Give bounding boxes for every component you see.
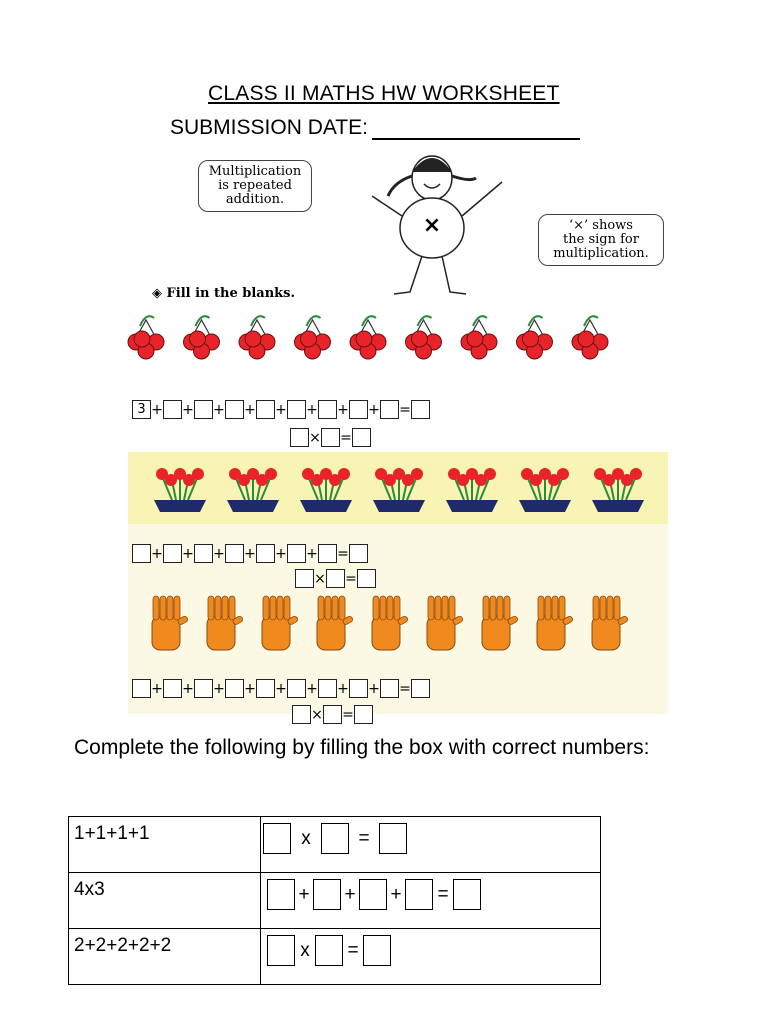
cherry-bunch-icon (572, 316, 608, 359)
cherry-bunch-icon (295, 316, 331, 359)
answer-box[interactable] (380, 679, 399, 698)
operator: + (306, 401, 318, 418)
cherry-row (128, 316, 608, 359)
answer-box[interactable] (405, 879, 433, 910)
answer-box[interactable] (163, 679, 182, 698)
operator: + (390, 883, 402, 905)
answer-box[interactable] (354, 705, 373, 724)
answer-box[interactable] (256, 544, 275, 563)
operator: + (182, 545, 194, 562)
bubble-right-line-3: multiplication. (553, 246, 649, 261)
bubble-left-line-3: addition. (225, 192, 285, 207)
answer-box[interactable] (326, 569, 345, 588)
cherry-bunch-icon (406, 316, 442, 359)
answer-box[interactable] (380, 400, 399, 419)
answer-box[interactable] (318, 400, 337, 419)
operator: = (358, 827, 370, 849)
submission-label: SUBMISSION DATE: (170, 116, 368, 139)
answer-box[interactable] (263, 823, 291, 854)
answer-box[interactable] (313, 879, 341, 910)
operator: + (182, 680, 194, 697)
operator: + (337, 680, 349, 697)
answer-box[interactable] (194, 400, 213, 419)
answer-box[interactable] (321, 428, 340, 447)
answer-box[interactable] (411, 679, 430, 698)
answer-box[interactable] (225, 679, 244, 698)
answer-box[interactable] (194, 544, 213, 563)
submission-blank-line (372, 118, 580, 140)
answer-box[interactable] (132, 544, 151, 563)
operator: = (399, 401, 411, 418)
answer-box[interactable] (323, 705, 342, 724)
operator: x (300, 939, 310, 961)
answer-box[interactable] (321, 823, 349, 854)
table-row (69, 873, 601, 929)
expression-cell: 4x3 (69, 873, 261, 929)
hand-addition-row (132, 679, 430, 698)
operator: + (244, 401, 256, 418)
table-row (69, 929, 601, 985)
table-row (69, 817, 601, 873)
operator: = (347, 939, 359, 961)
girl-illustration (372, 156, 502, 294)
answer-cell (261, 873, 601, 929)
operator: + (244, 680, 256, 697)
operator: = (337, 545, 349, 562)
answer-box[interactable] (352, 428, 371, 447)
worksheet-title: CLASS II MATHS HW WORKSHEET (208, 82, 560, 105)
operator: + (275, 680, 287, 697)
operator: × (314, 570, 326, 587)
answer-box[interactable] (363, 935, 391, 966)
operator: + (368, 401, 380, 418)
exercise-table (68, 816, 601, 985)
answer-box[interactable]: 3 (132, 400, 151, 419)
answer-box[interactable] (349, 679, 368, 698)
answer-box[interactable] (349, 400, 368, 419)
answer-box[interactable] (292, 705, 311, 724)
cherry-multiplication-row (290, 428, 371, 447)
answer-cell (261, 817, 601, 873)
operator: + (151, 545, 163, 562)
instruction-text: Complete the following by filling the box with correct numbers: (74, 736, 650, 759)
answer-box[interactable] (132, 679, 151, 698)
answer-box[interactable] (287, 544, 306, 563)
operator: + (182, 401, 194, 418)
operator: = (340, 429, 352, 446)
cherry-bunch-icon (184, 316, 220, 359)
answer-box[interactable] (411, 400, 430, 419)
operator: + (337, 401, 349, 418)
hand-row (152, 596, 629, 650)
cherry-bunch-icon (517, 316, 553, 359)
cherry-bunch-icon (128, 316, 164, 359)
operator: + (151, 680, 163, 697)
bubble-left-line-1: Multiplication (208, 164, 302, 179)
cherry-bunch-icon (461, 316, 497, 359)
operator: + (244, 545, 256, 562)
expression-cell: 2+2+2+2+2 (69, 929, 261, 985)
answer-box[interactable] (357, 569, 376, 588)
answer-box[interactable] (256, 679, 275, 698)
cherry-bunch-icon (239, 316, 275, 359)
fill-blanks-text: Fill in the blanks. (166, 286, 296, 301)
speech-bubble-right (538, 214, 664, 266)
answer-box[interactable] (453, 879, 481, 910)
flower-addition-row (132, 544, 368, 563)
operator: + (344, 883, 356, 905)
answer-box[interactable] (287, 679, 306, 698)
operator: + (306, 545, 318, 562)
operator: + (306, 680, 318, 697)
answer-box[interactable] (267, 879, 295, 910)
diamond-bullet-icon: ◈ (152, 286, 162, 301)
answer-box[interactable] (379, 823, 407, 854)
operator: = (437, 883, 449, 905)
cherry-bunch-icon (350, 316, 386, 359)
operator: + (275, 401, 287, 418)
operator: × (311, 706, 323, 723)
answer-box[interactable] (163, 544, 182, 563)
submission-date (170, 116, 580, 140)
answer-box[interactable] (163, 400, 182, 419)
fill-blanks-heading (152, 286, 295, 301)
answer-box[interactable] (290, 428, 309, 447)
bubble-right-line-1: ‘×’ shows (569, 218, 633, 233)
operator: = (399, 680, 411, 697)
answer-cell (261, 929, 601, 985)
operator: = (342, 706, 354, 723)
flower-multiplication-row (295, 569, 376, 588)
answer-box[interactable] (315, 935, 343, 966)
answer-box[interactable] (287, 400, 306, 419)
answer-box[interactable] (267, 935, 295, 966)
operator: + (213, 401, 225, 418)
operator: + (213, 545, 225, 562)
cherry-addition-row (132, 400, 430, 419)
operator: + (151, 401, 163, 418)
operator: + (368, 680, 380, 697)
operator: + (275, 545, 287, 562)
operator: x (301, 827, 311, 849)
answer-box[interactable] (295, 569, 314, 588)
speech-bubble-left (198, 160, 312, 212)
answer-box[interactable] (225, 400, 244, 419)
answer-box[interactable] (256, 400, 275, 419)
operator: × (309, 429, 321, 446)
times-sign: × (422, 213, 442, 238)
answer-box[interactable] (225, 544, 244, 563)
operator: + (213, 680, 225, 697)
answer-box[interactable] (349, 544, 368, 563)
answer-box[interactable] (194, 679, 213, 698)
hand-multiplication-row (292, 705, 373, 724)
operator: = (345, 570, 357, 587)
expression-cell: 1+1+1+1 (69, 817, 261, 873)
bubble-left-line-2: is repeated (218, 178, 292, 193)
bubble-right-line-2: the sign for (563, 232, 639, 247)
answer-box[interactable] (318, 544, 337, 563)
answer-box[interactable] (359, 879, 387, 910)
answer-box[interactable] (318, 679, 337, 698)
operator: + (298, 883, 310, 905)
